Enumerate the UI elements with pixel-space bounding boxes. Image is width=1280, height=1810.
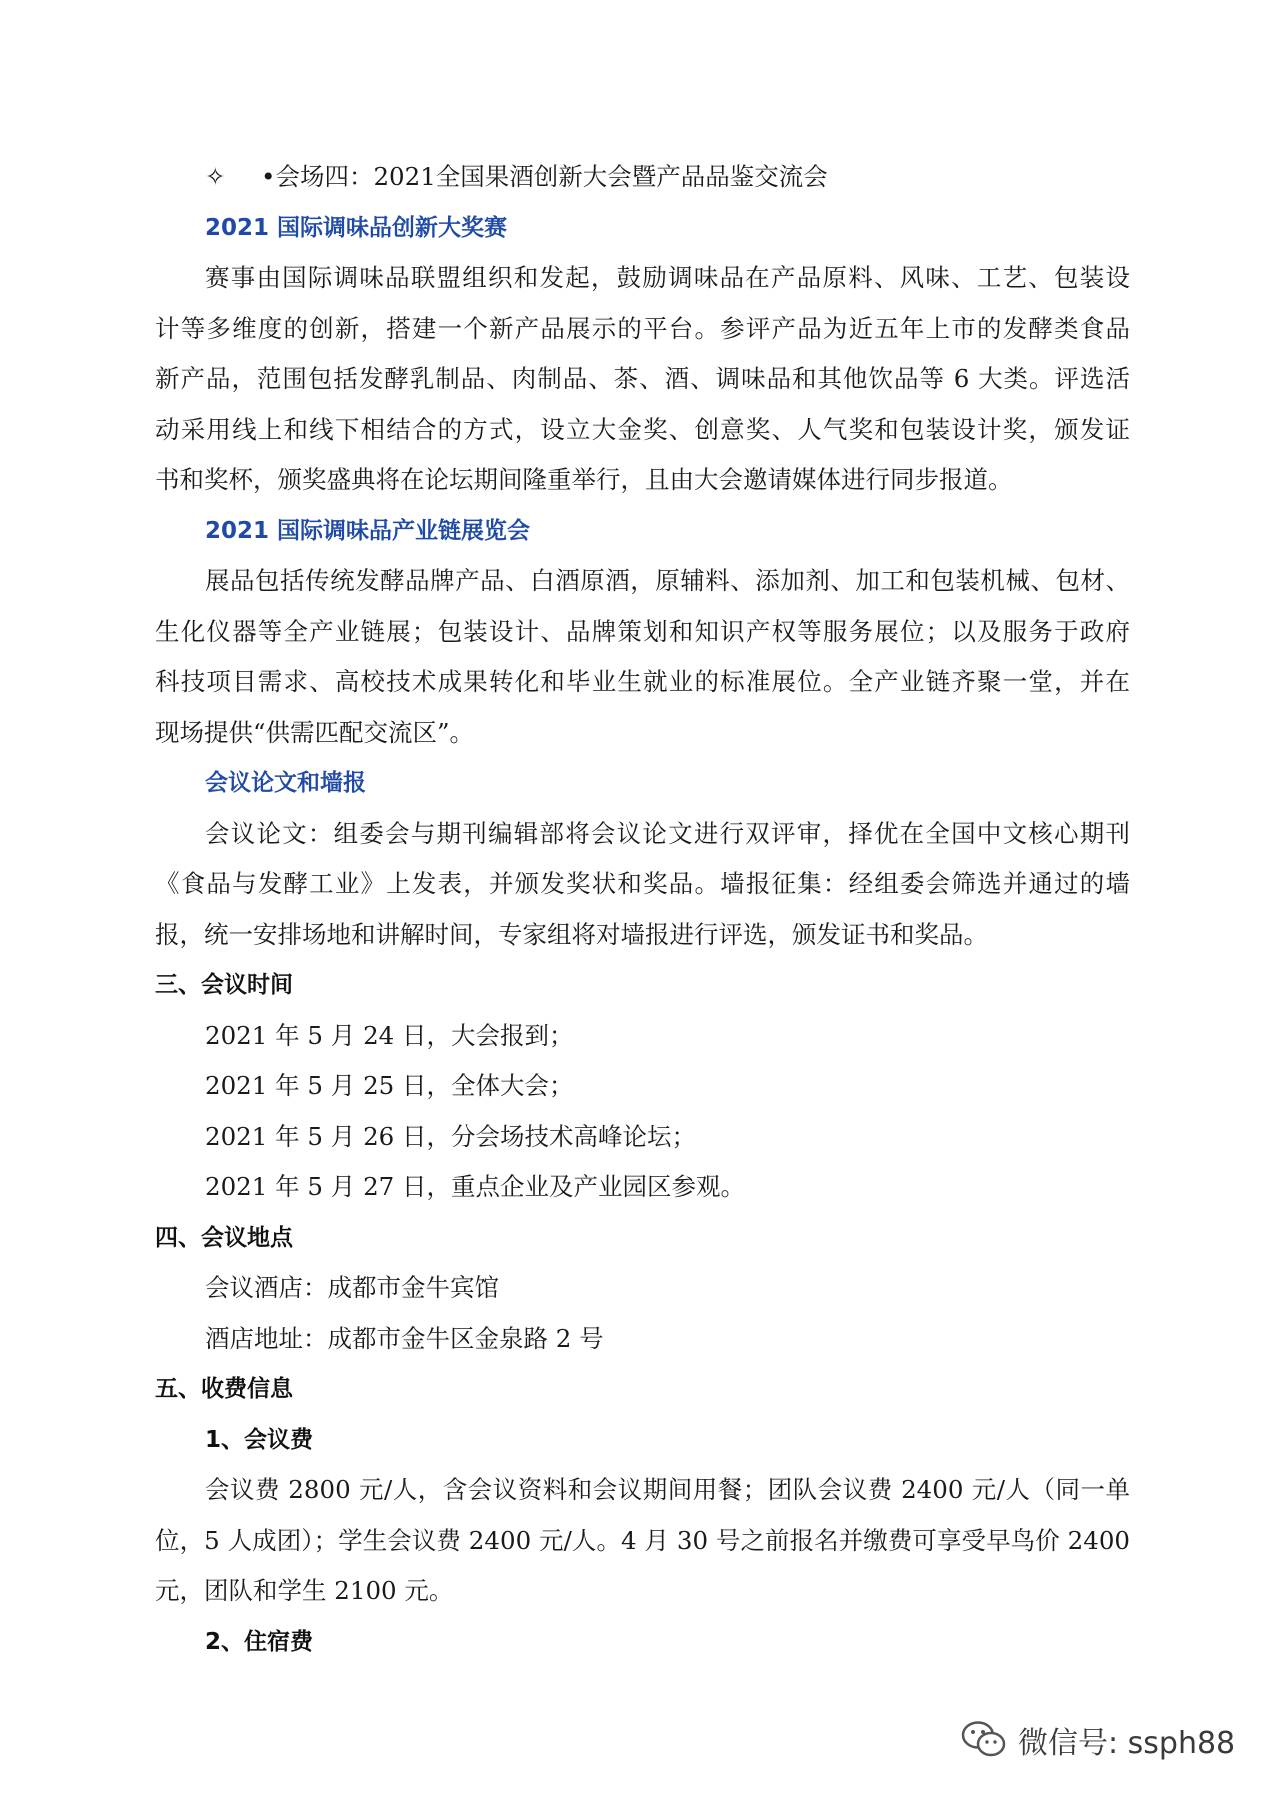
papers-heading: 会议论文和墙报	[205, 770, 366, 796]
award-heading: 2021 国际调味品创新大奖赛	[205, 214, 508, 241]
subheading-conference-fee: 1、会议费	[205, 1426, 314, 1453]
venue-hotel: 会议酒店：成都市金牛宾馆	[205, 1273, 499, 1302]
paragraph-line: 位，5 人成团）；学生会议费 2400 元/人。4 月 30 号之前报名并缴费可享受早鸟价 2400	[155, 1525, 1130, 1555]
expo-heading: 2021 国际调味品产业链展览会	[205, 517, 531, 544]
schedule-item: 2021 年 5 月 24 日，大会报到；	[205, 1020, 574, 1050]
watermark-text: 微信号: ssph88	[1018, 1726, 1236, 1761]
wechat-icon	[960, 1718, 1008, 1762]
venue-four-text: •会场四：2021全国果酒创新大会暨产品品鉴交流会	[261, 162, 828, 191]
paragraph-line: 书和奖杯，颁奖盛典将在论坛期间隆重举行，且由大会邀请媒体进行同步报道。	[155, 465, 1013, 494]
paragraph-line: 会议论文：组委会与期刊编辑部将会议论文进行双评审，择优在全国中文核心期刊	[205, 818, 1130, 848]
paragraph-line: 计等多维度的创新，搭建一个新产品展示的平台。参评产品为近五年上市的发酵类食品	[155, 313, 1130, 343]
paragraph-line: 生化仪器等全产业链展；包装设计、品牌策划和知识产权等服务展位；以及服务于政府	[155, 616, 1130, 646]
venue-four-line	[155, 152, 1130, 203]
paragraph-line: 新产品，范围包括发酵乳制品、肉制品、茶、酒、调味品和其他饮品等 6 大类。评选活	[155, 364, 1130, 393]
paragraph-line: 动采用线上和线下相结合的方式，设立大金奖、创意奖、人气奖和包装设计奖，颁发证	[155, 414, 1130, 444]
subheading-accommodation-fee: 2、住宿费	[205, 1628, 314, 1655]
section-heading-fees: 五、收费信息	[155, 1376, 293, 1402]
paragraph-line: 《食品与发酵工业》上发表，并颁发奖状和奖品。墙报征集：经组委会筛选并通过的墙	[155, 869, 1130, 898]
schedule-item: 2021 年 5 月 26 日，分会场技术高峰论坛；	[205, 1121, 697, 1151]
paragraph-line: 报，统一安排场地和讲解时间，专家组将对墙报进行评选，颁发证书和奖品。	[155, 919, 988, 949]
paragraph-line: 元，团队和学生 2100 元。	[155, 1576, 454, 1605]
paragraph-line: 会议费 2800 元/人，含会议资料和会议期间用餐；团队会议费 2400 元/人（同一单	[205, 1475, 1130, 1504]
section-heading-place: 四、会议地点	[155, 1224, 293, 1251]
document-page	[155, 152, 1130, 1667]
section-heading-time: 三、会议时间	[155, 972, 293, 998]
schedule-item: 2021 年 5 月 27 日，重点企业及产业园区参观。	[205, 1172, 746, 1201]
sparkle-bullet-icon: ✧	[205, 162, 226, 191]
venue-address: 酒店地址：成都市金牛区金泉路 2 号	[205, 1323, 604, 1353]
paragraph-line: 科技项目需求、高校技术成果转化和毕业生就业的标准展位。全产业链齐聚一堂，并在	[155, 667, 1130, 696]
wechat-watermark	[960, 1715, 1235, 1765]
paragraph-line: 展品包括传统发酵品牌产品、白酒原酒，原辅料、添加剂、加工和包装机械、包材、	[205, 566, 1130, 595]
schedule-item: 2021 年 5 月 25 日，全体大会；	[205, 1071, 574, 1100]
paragraph-line: 现场提供“供需匹配交流区”。	[155, 717, 475, 747]
paragraph-line: 赛事由国际调味品联盟组织和发起，鼓励调味品在产品原料、风味、工艺、包装设	[205, 263, 1130, 292]
